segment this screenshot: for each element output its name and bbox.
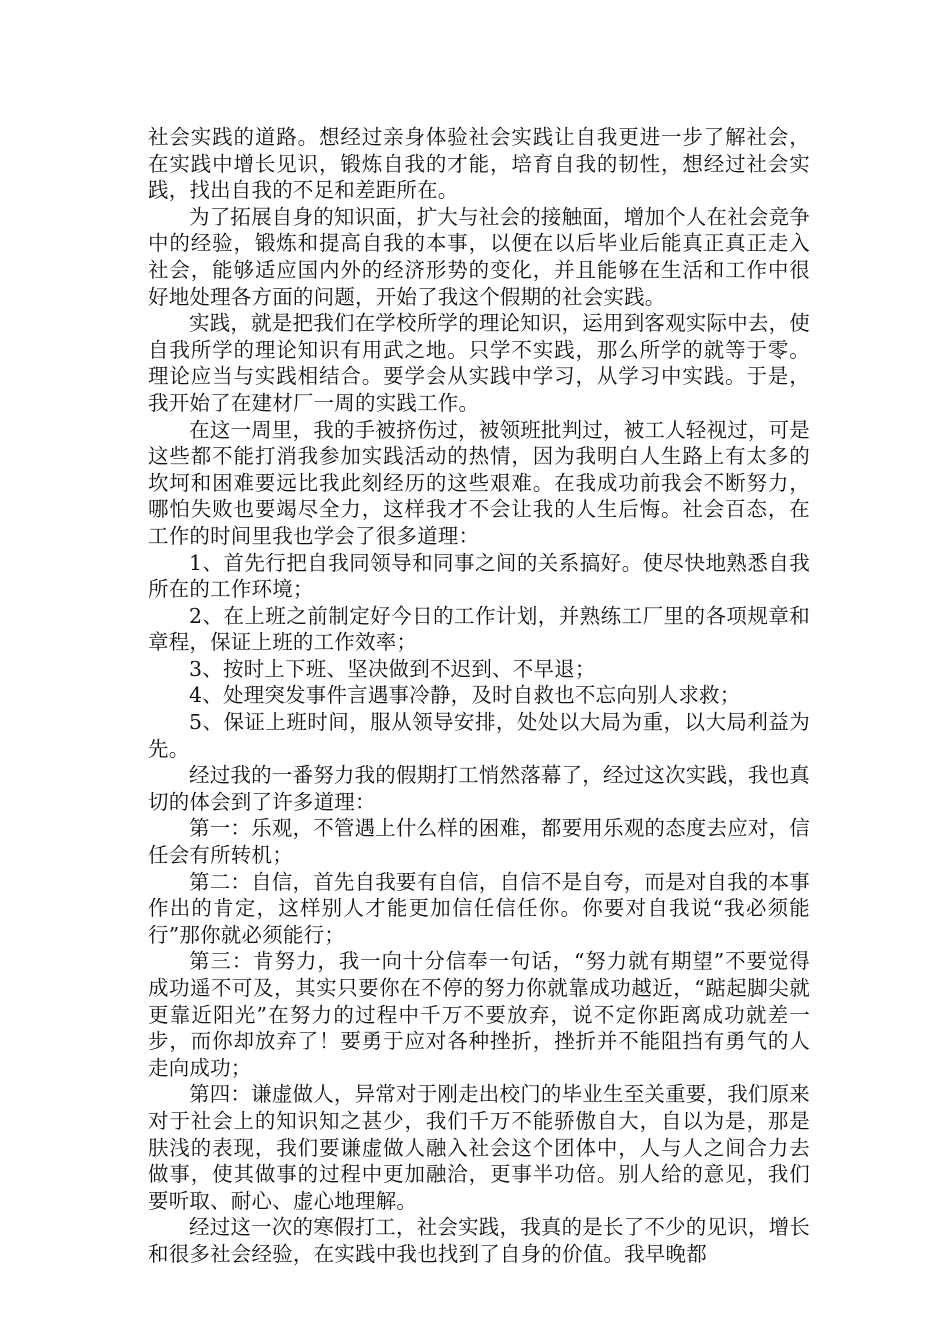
lesson-fourth-humility: 第四：谦虚做人，异常对于刚走出校门的毕业生至关重要，我们原来对于社会上的知识知之甚少，我们千万不能骄傲自大，自以为是，那是肤浅的表现，我们要谦虚做人融入社会这个团体中，人与人之间合力去做事，使其做事的过程中更加融洽，更事半功倍。别人给的意见，我们要听取、耐心、虚心地理解。 <box>148 1082 810 1213</box>
paragraph-intro-continued: 社会实践的道路。想经过亲身体验社会实践让自我更进一步了解社会，在实践中增长见识，锻炼自我的才能，培育自我的韧性，想经过社会实践，找出自我的不足和差距所在。 <box>148 125 810 203</box>
lesson-first-optimism: 第一：乐观，不管遇上什么样的困难，都要用乐观的态度去应对，信任会有所转机； <box>148 816 810 868</box>
lesson-third-effort: 第三：肯努力，我一向十分信奉一句话，“努力就有期望”不要觉得成功遥不可及，其实只要你在不停的努力你就靠成功越近，“踮起脚尖就更靠近阳光”在努力的过程中千万不要放弃，说不定你距离成功就差一步，而你却放弃了！要勇于应对各种挫折，挫折并不能阻挡有勇气的人走向成功； <box>148 949 810 1080</box>
list-item-5: 5、保证上班时间，服从领导安排，处处以大局为重，以大局利益为先。 <box>148 710 810 761</box>
list-item-4: 4、处理突发事件言遇事冷静，及时自救也不忘向别人求救； <box>189 683 741 708</box>
lesson-second-confidence: 第二：自信，首先自我要有自信，自信不是自夸，而是对自我的本事作出的肯定，这样别人才能更加信任信任你。你要对自我说“我必须能行”那你就必须能行； <box>148 869 810 947</box>
list-item-2: 2、在上班之前制定好今日的工作计划，并熟练工厂里的各项规章和章程，保证上班的工作效率； <box>148 603 810 655</box>
paragraph-lessons-intro: 经过我的一番努力我的假期打工悄然落幕了，经过这次实践，我也真切的体会到了许多道理： <box>148 763 810 814</box>
list-item-3: 3、按时上下班、坚决做到不迟到、不早退； <box>189 656 596 681</box>
paragraph-practice: 实践，就是把我们在学校所学的理论知识，运用到客观实际中去，使自我所学的理论知识有用武之地。只学不实践，那么所学的就等于零。理论应当与实践相结合。要学会从实践中学习，从学习中实践。于是，我开始了在建材厂一周的实践工作。 <box>148 311 810 415</box>
paragraph-purpose: 为了拓展自身的知识面，扩大与社会的接触面，增加个人在社会竞争中的经验，锻炼和提高自我的本事，以便在以后毕业后能真正真正走入社会，能够适应国内外的经济形势的变化，并且能够在生活和工作中很好地处理各方面的问题，开始了我这个假期的社会实践。 <box>148 204 810 309</box>
paragraph-week-experience: 在这一周里，我的手被挤伤过，被领班批判过，被工人轻视过，可是这些都不能打消我参加实践活动的热情，因为我明白人生路上有太多的坎坷和困难要远比我此刻经历的这些艰难。在我成功前我会不断努力，哪怕失败也要竭尽全力，这样我才不会让我的人生后悔。社会百态，在工作的时间里我也学会了很多道理： <box>148 417 810 548</box>
paragraph-conclusion: 经过这一次的寒假打工，社会实践，我真的是长了不少的见识，增长和很多社会经验，在实践中我也找到了自身的价值。我早晚都 <box>148 1215 810 1266</box>
list-item-1: 1、首先行把自我同领导和同事之间的关系搞好。使尽快地熟悉自我所在的工作环境； <box>148 550 810 602</box>
document-body <box>148 124 810 1268</box>
